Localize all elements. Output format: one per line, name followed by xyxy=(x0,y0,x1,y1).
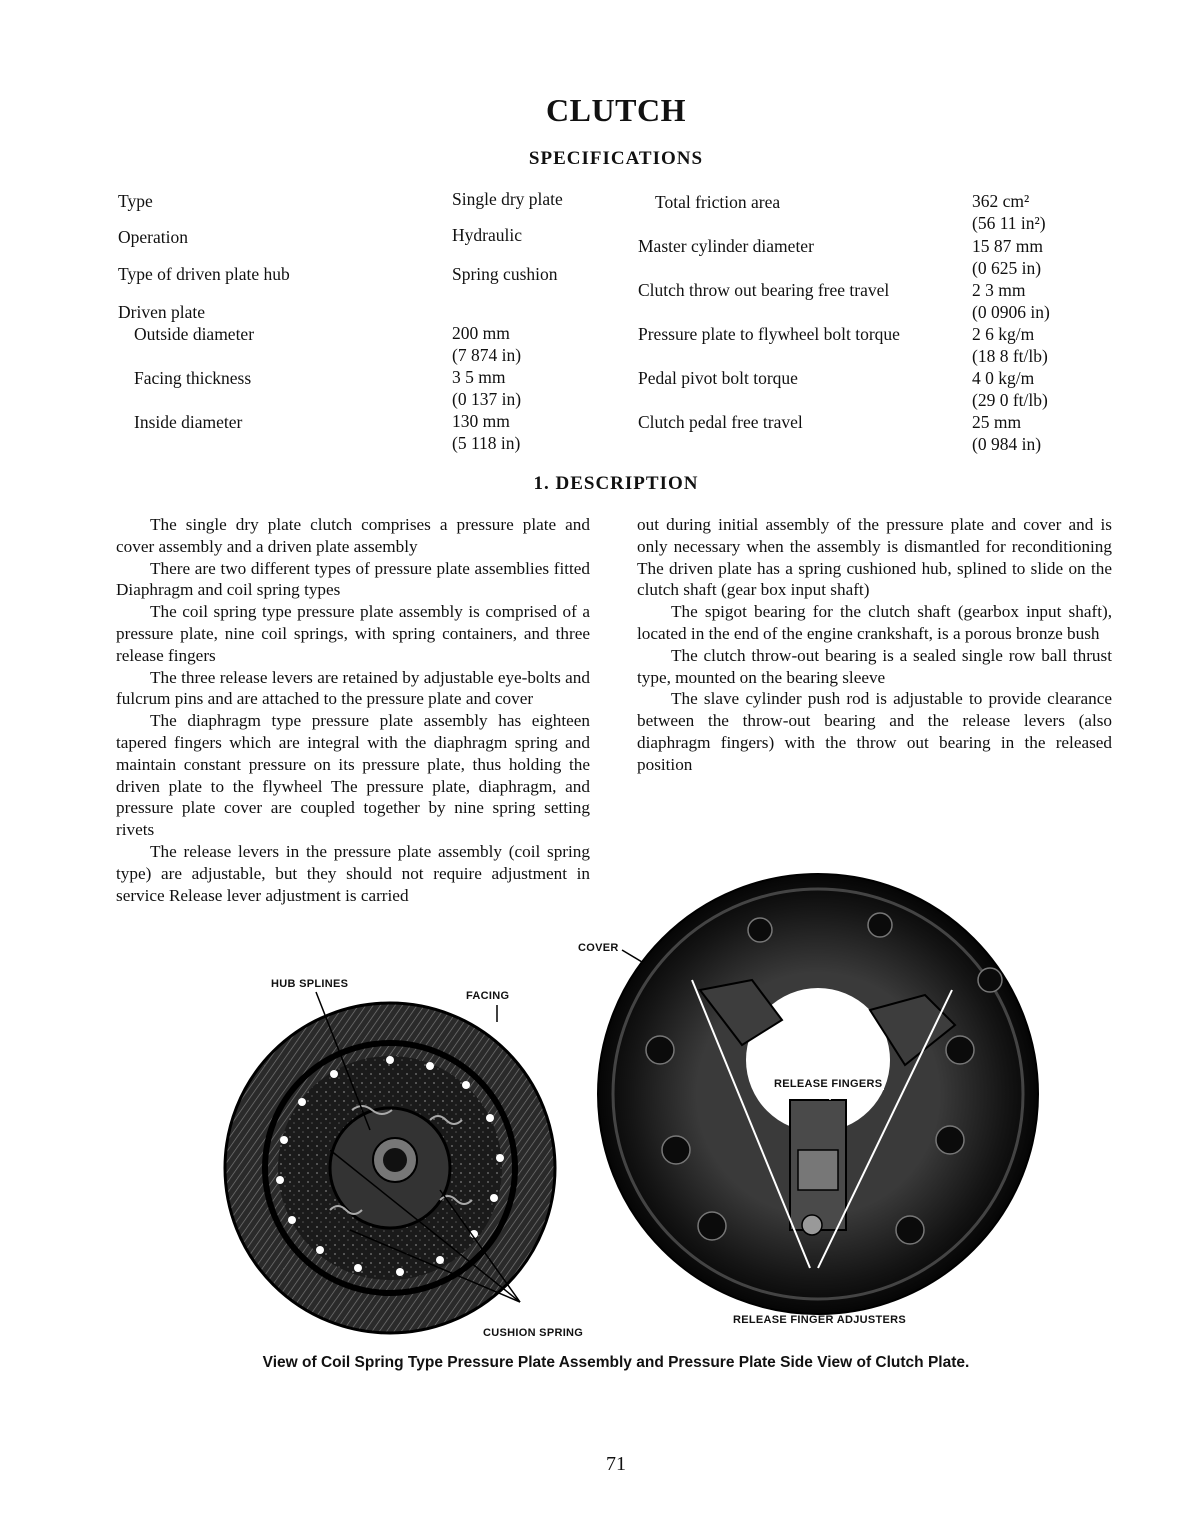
spec-value-alt: (5 118 in) xyxy=(452,433,521,453)
page-title: CLUTCH xyxy=(546,92,686,128)
spec-value: Single dry plate xyxy=(452,189,563,209)
spec-label: Pressure plate to flywheel bolt torque xyxy=(638,324,900,344)
label-cover: COVER xyxy=(578,942,619,954)
label-facing: FACING xyxy=(466,990,510,1002)
spec-value: 4 0 kg/m xyxy=(972,368,1035,388)
pressure-plate-drawing xyxy=(598,874,1038,1314)
spec-value-alt: (18 8 ft/lb) xyxy=(972,346,1048,366)
spec-value: 15 87 mm xyxy=(972,236,1043,256)
paragraph: The single dry plate clutch comprises a pressure plate and cover assembly and a driven plate assembly xyxy=(116,515,590,556)
spec-value: 200 mm xyxy=(452,323,510,343)
spec-label: Type xyxy=(118,191,153,211)
paragraph: out during initial assembly of the pressure plate and cover and is only necessary when the assembly is dismantled for reconditioning The driven plate has a spring cushioned hub, splined to slide on the clutch shaft (gear box input shaft) xyxy=(637,515,1112,600)
spec-value-alt: (0 625 in) xyxy=(972,258,1042,278)
spec-value: Spring cushion xyxy=(452,264,558,284)
spec-label: Inside diameter xyxy=(134,412,243,432)
paragraph: There are two different types of pressure plate assemblies fitted Diaphragm and coil spring types xyxy=(116,558,590,600)
spec-label: Clutch pedal free travel xyxy=(638,412,803,432)
spec-value: 25 mm xyxy=(972,412,1022,432)
spec-value: 2 3 mm xyxy=(972,280,1026,300)
page-number: 71 xyxy=(606,1453,626,1475)
paragraph: The diaphragm type pressure plate assembly has eighteen tapered fingers which are integral with the diaphragm spring and maintain constant pressure on its pressure plate, thus holding the driven plate to the flywheel The pressure plate, diaphragm, and pressure plate cover are coupled together by nine spring setting rivets xyxy=(116,711,590,840)
spec-value-alt: (0 984 in) xyxy=(972,434,1042,454)
specifications-heading: SPECIFICATIONS xyxy=(528,148,704,169)
description-heading: 1. DESCRIPTION xyxy=(533,473,699,494)
spec-value-alt: (0 137 in) xyxy=(452,389,522,409)
label-release-fingers: RELEASE FINGERS xyxy=(774,1078,883,1090)
paragraph: The three release levers are retained by adjustable eye-bolts and fulcrum pins and are attached to the pressure plate and cover xyxy=(116,667,590,709)
spec-value: Hydraulic xyxy=(452,225,522,245)
spec-label: Pedal pivot bolt torque xyxy=(638,368,798,388)
spec-label: Type of driven plate hub xyxy=(118,264,290,284)
spec-value-alt: (0 0906 in) xyxy=(972,302,1050,322)
spec-value-alt: (29 0 ft/lb) xyxy=(972,390,1048,410)
driven-plate-drawing xyxy=(225,1003,555,1333)
paragraph: The coil spring type pressure plate assembly is comprised of a pressure plate, nine coil springs, with spring containers, and three release fingers xyxy=(116,602,590,665)
spec-value: 3 5 mm xyxy=(452,367,506,387)
spec-label: Driven plate xyxy=(118,302,205,322)
spec-value: 130 mm xyxy=(452,411,510,431)
label-hub-splines: HUB SPLINES xyxy=(271,978,349,990)
spec-label: Total friction area xyxy=(655,192,781,212)
figure-caption: View of Coil Spring Type Pressure Plate Assembly and Pressure Plate Side View of Clutch Plate. xyxy=(262,1354,970,1371)
spec-label: Operation xyxy=(118,227,188,247)
spec-value: 2 6 kg/m xyxy=(972,324,1035,344)
paragraph: The release levers in the pressure plate assembly (coil spring type) are adjustable, but they should not require adjustment in service Release lever adjustment is carried xyxy=(116,841,590,905)
spec-label: Facing thickness xyxy=(134,368,252,388)
label-release-finger-adjusters: RELEASE FINGER ADJUSTERS xyxy=(733,1314,907,1326)
spec-value: 362 cm² xyxy=(972,191,1030,211)
spec-label: Clutch throw out bearing free travel xyxy=(638,280,890,300)
label-cushion-spring: CUSHION SPRING xyxy=(483,1327,584,1339)
spec-label: Outside diameter xyxy=(134,324,255,344)
spec-label: Master cylinder diameter xyxy=(638,236,814,256)
spec-value-alt: (7 874 in) xyxy=(452,345,522,365)
spec-value-alt: (56 11 in²) xyxy=(972,213,1046,233)
paragraph: The clutch throw-out bearing is a sealed single row ball thrust type, mounted on the bearing sleeve xyxy=(637,645,1112,687)
paragraph: The slave cylinder push rod is adjustable to provide clearance between the throw-out bearing and the release levers (also diaphragm fingers) with the throw out bearing in the released position xyxy=(637,689,1112,774)
paragraph: The spigot bearing for the clutch shaft (gearbox input shaft), located in the end of the engine crankshaft, is a porous bronze bush xyxy=(637,602,1112,643)
